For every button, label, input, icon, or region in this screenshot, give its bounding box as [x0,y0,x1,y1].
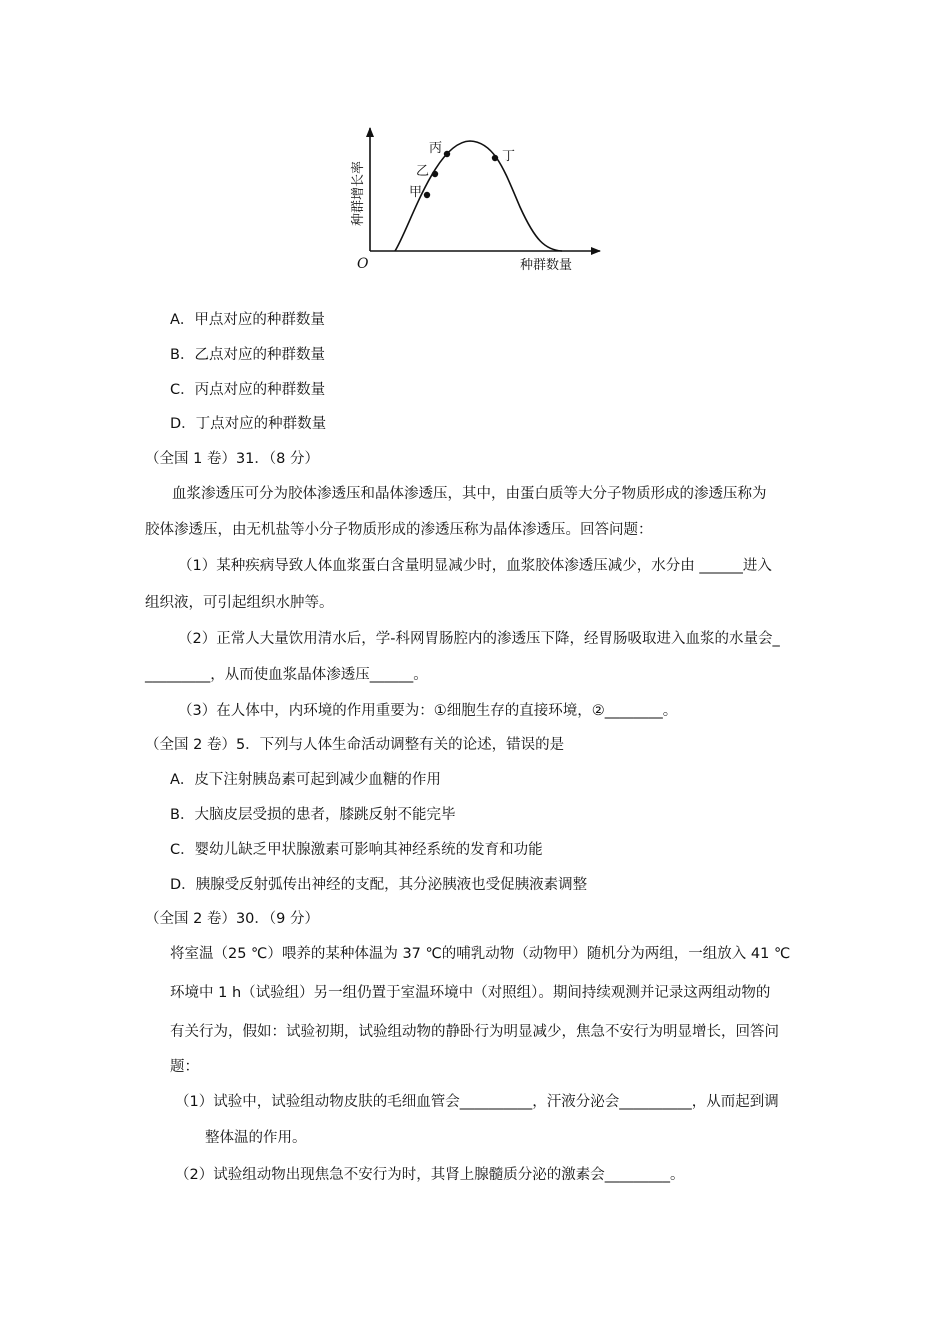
growth-option-d: D．丁点对应的种群数量 [170,416,327,432]
q31-part1-line-1: （1）某种疾病导致人体血浆蛋白含量明显减少时，血浆胶体渗透压减少，水分由 ______进入 [178,558,772,574]
x-axis-label: 种群数量 [520,258,573,273]
q5-option-b: B．大脑皮层受损的患者，膝跳反射不能完毕 [170,807,456,823]
point-bing [444,151,450,157]
q31-part2-line-1: （2）正常人大量饮用清水后，学-科网胃肠腔内的渗透压下降，经胃肠吸取进入血浆的水量会_ [178,631,780,647]
growth-option-b: B．乙点对应的种群数量 [170,347,325,363]
q31-part1-line-2: 组织液，可引起组织水肿等。 [145,595,334,611]
q31-part2-line-2: _________，从而使血浆晶体渗透压______。 [145,667,428,683]
q30-intro-line-2: 环境中 1 h（试验组）另一组仍置于室温环境中（对照组）。期间持续观测并记录这两组动物的 [170,985,771,1001]
point-jia [424,192,430,198]
q30-part1-line-2: 整体温的作用。 [205,1130,307,1146]
q31-intro-line-1: 血浆渗透压可分为胶体渗透压和晶体渗透压，其中，由蛋白质等大分子物质形成的渗透压称为 [172,486,767,502]
point-yi [432,171,438,177]
q31-intro-line-2: 胶体渗透压，由无机盐等小分子物质形成的渗透压称为晶体渗透压。回答问题： [145,522,653,538]
q30-header: （全国 2 卷）30．（9 分） [145,911,319,927]
q30-part2: （2）试验组动物出现焦急不安行为时，其肾上腺髓质分泌的激素会_________。 [175,1167,685,1183]
label-bing: 丙 [429,141,443,156]
q31-part3: （3）在人体中，内环境的作用重要为：①细胞生存的直接环境，②________。 [178,703,678,719]
origin-label: O [357,256,369,272]
q5-option-c: C．婴幼儿缺乏甲状腺激素可影响其神经系统的发育和功能 [170,842,543,858]
growth-option-a: A．甲点对应的种群数量 [170,312,325,328]
q5-header: （全国 2 卷）5．下列与人体生命活动调整有关的论述，错误的是 [145,737,565,753]
growth-rate-figure [340,122,610,282]
q30-intro-line-3: 有关行为，假如：试验初期，试验组动物的静卧行为明显减少，焦急不安行为明显增长，回答问 [170,1024,779,1040]
point-ding [492,155,498,161]
growth-rate-svg [340,122,610,282]
q30-intro-line-4: 题： [170,1059,199,1075]
q5-option-a: A．皮下注射胰岛素可起到减少血糖的作用 [170,772,441,788]
label-jia: 甲 [409,185,423,200]
y-axis-label: 种群增长率 [351,160,366,226]
q30-part1-line-1: （1）试验中，试验组动物皮肤的毛细血管会__________，汗液分泌会__________，从而起到调 [175,1094,779,1110]
q31-header: （全国 1 卷）31．（8 分） [145,451,319,467]
label-ding: 丁 [502,149,516,164]
q5-option-d: D．胰腺受反射弧传出神经的支配，其分泌胰液也受促胰液素调整 [170,877,588,893]
label-yi: 乙 [416,164,430,179]
growth-option-c: C．丙点对应的种群数量 [170,382,326,398]
q30-intro-line-1: 将室温（25 ℃）喂养的某种体温为 37 ℃的哺乳动物（动物甲）随机分为两组，一组放入 41 ℃ [170,946,791,962]
